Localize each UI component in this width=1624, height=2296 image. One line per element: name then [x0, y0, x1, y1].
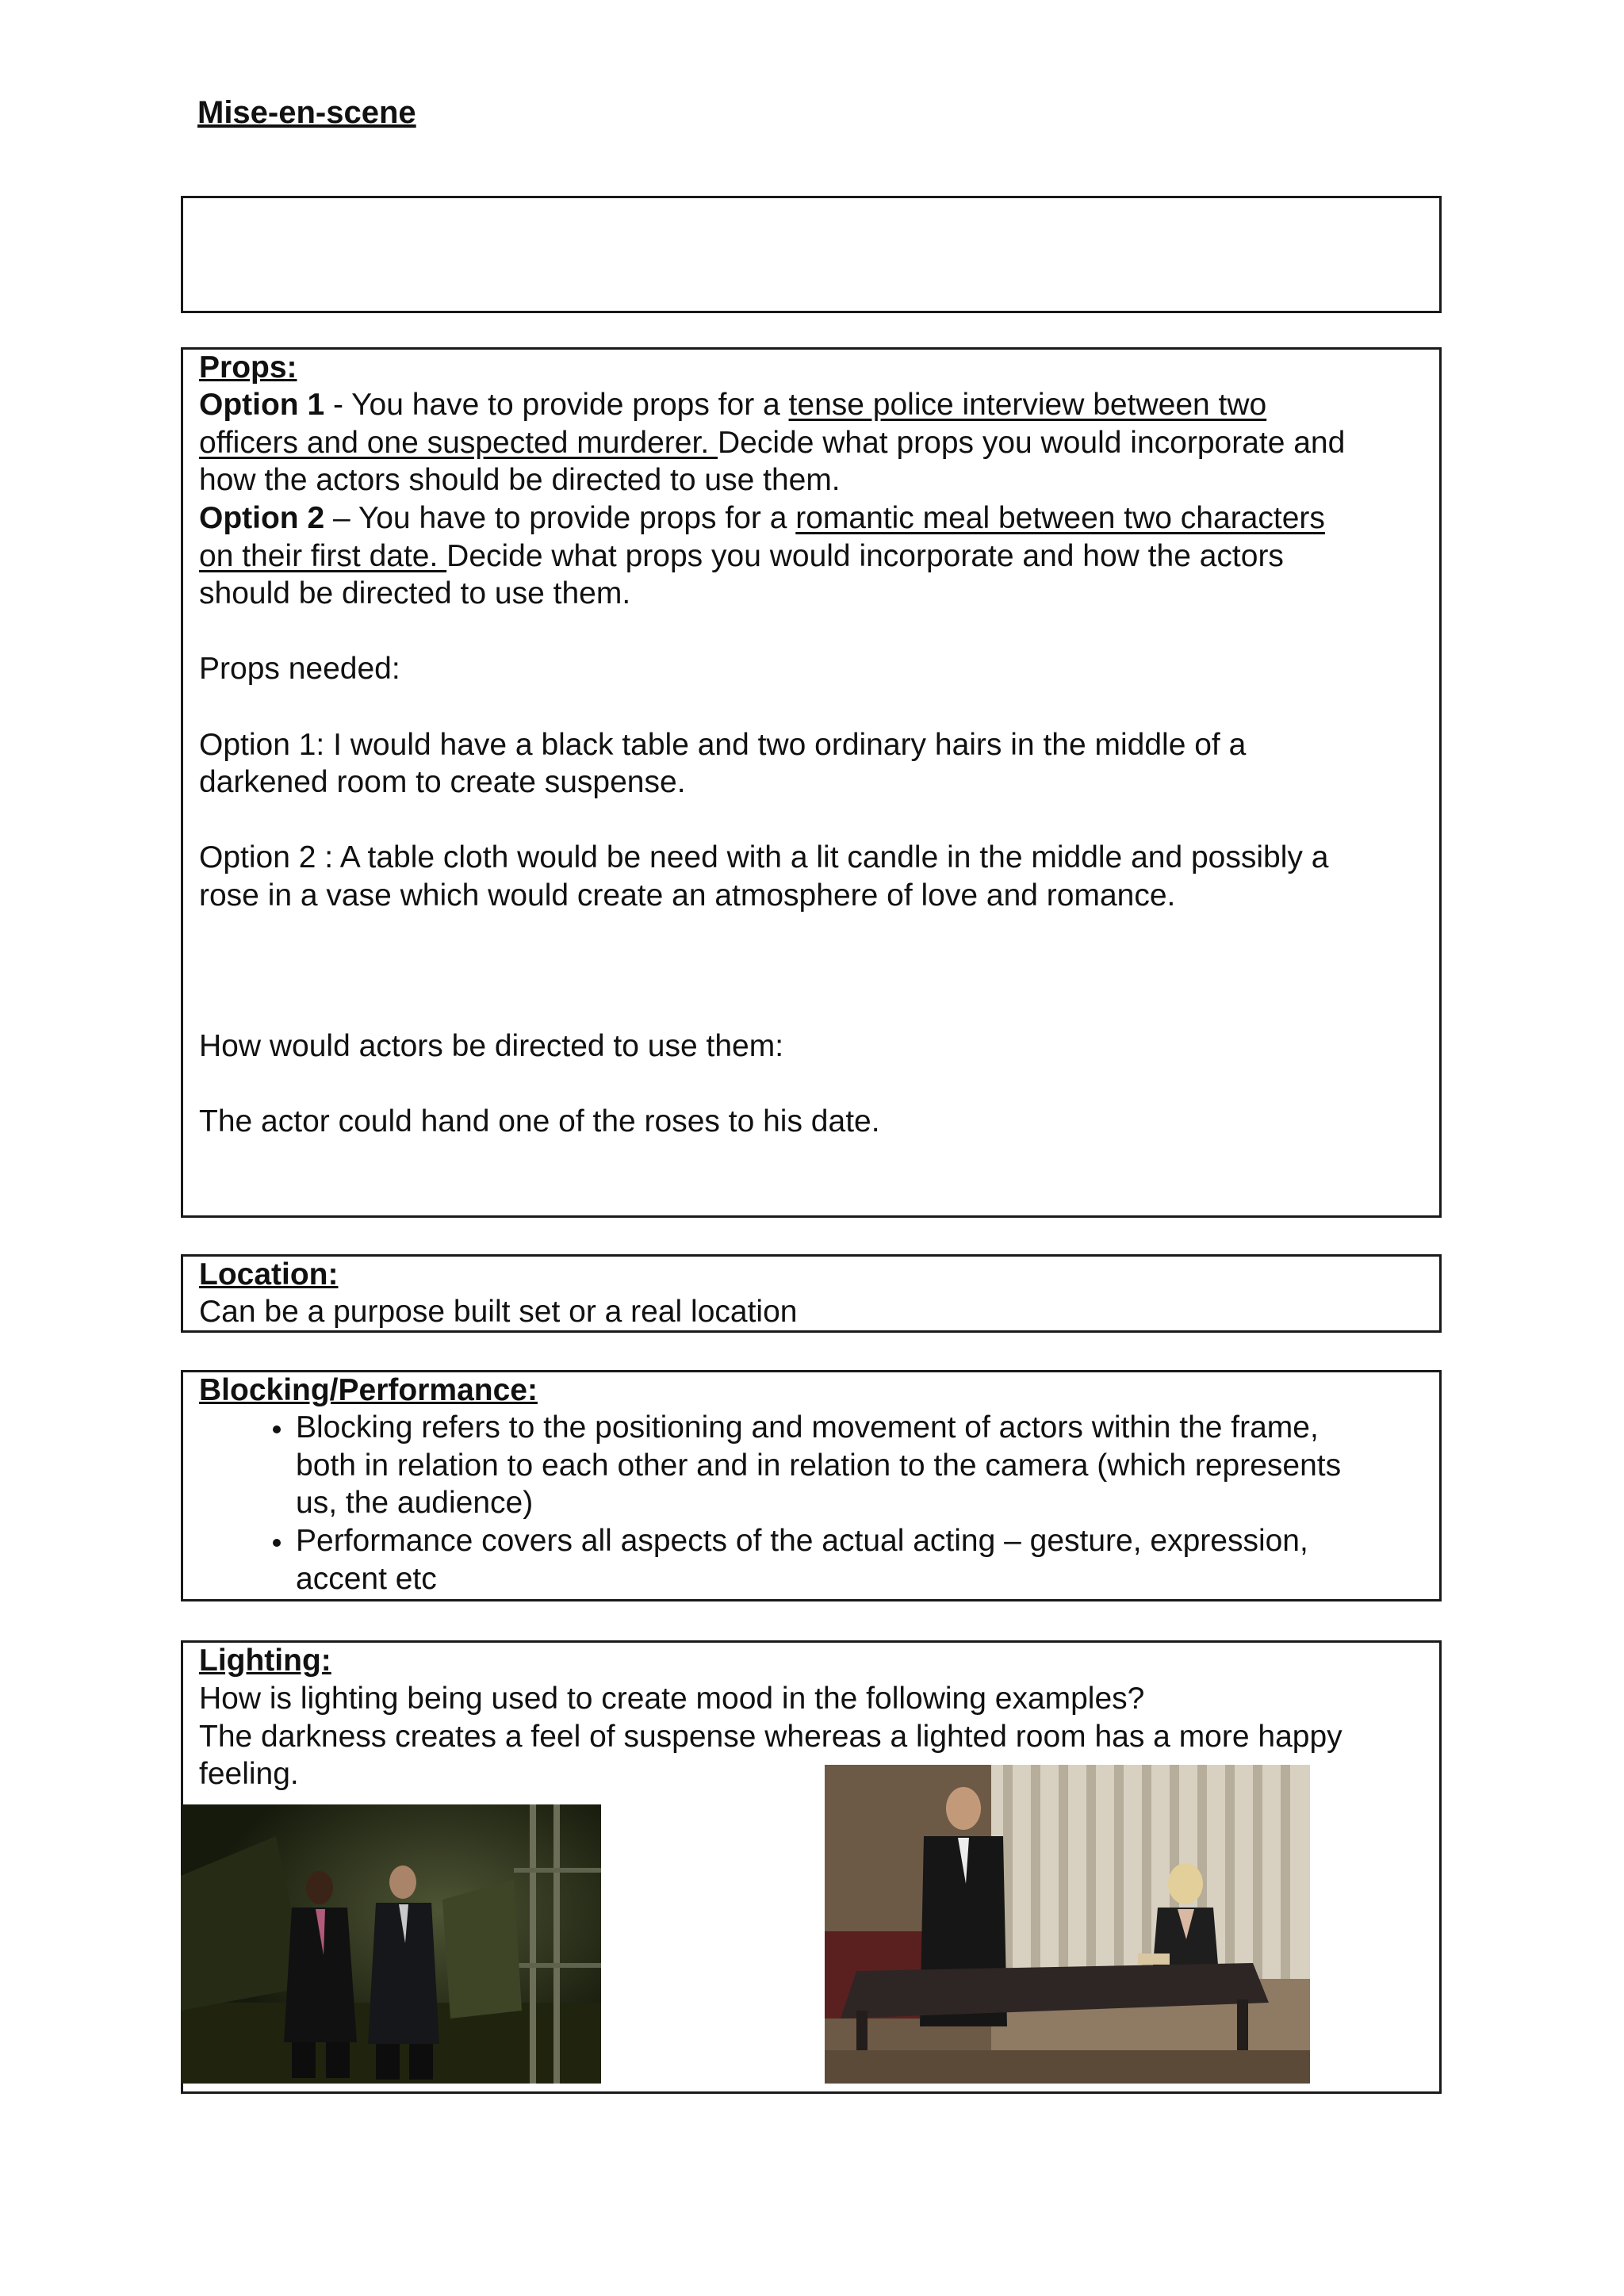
- option1-scenario-part1: tense police interview between two: [788, 388, 1267, 422]
- dark-night-scene-image: [181, 1804, 601, 2084]
- option1-scenario-part2: officers and one suspected murderer.: [199, 426, 718, 460]
- bullet-icon: [273, 1539, 281, 1547]
- answer1-line2: darkened room to create suspense.: [199, 765, 686, 799]
- option1-line3: how the actors should be directed to use them.: [199, 463, 841, 497]
- lit-interview-room-image: [825, 1765, 1310, 2084]
- answer2-line1: Option 2 : A table cloth would be need with a lit candle in the middle and possibly a: [199, 840, 1329, 874]
- option1-label: Option 1: [199, 388, 325, 422]
- location-section: [181, 1254, 1442, 1333]
- lighting-question: How is lighting being used to create mood in the following examples?: [199, 1682, 1145, 1716]
- option2-label: Option 2: [199, 501, 325, 535]
- option1-intro: - You have to provide props for a: [324, 388, 789, 422]
- props-heading: Props:: [199, 350, 297, 385]
- option2-scenario-part2: on their first date.: [199, 539, 447, 573]
- blocking-heading: Blocking/Performance:: [199, 1373, 538, 1407]
- directed-answer: The actor could hand one of the roses to his date.: [199, 1104, 880, 1138]
- option1-instruction: Decide what props you would incorporate and: [718, 426, 1346, 460]
- page-title: Mise-en-scene: [197, 95, 416, 130]
- blocking-bullet2-line2: accent etc: [296, 1562, 437, 1596]
- option2-scenario-part1: romantic meal between two characters: [795, 501, 1325, 535]
- blocking-bullet1-line3: us, the audience): [296, 1486, 534, 1520]
- location-heading: Location:: [199, 1257, 339, 1292]
- empty-answer-box: [181, 196, 1442, 313]
- props-section: [181, 347, 1442, 1218]
- props-needed-label: Props needed:: [199, 652, 400, 686]
- directed-label: How would actors be directed to use them:: [199, 1029, 784, 1063]
- option1-line1: [199, 387, 1266, 423]
- option2-line2: [199, 538, 1284, 575]
- answer2-line2: rose in a vase which would create an atmosphere of love and romance.: [199, 878, 1176, 913]
- option2-instruction: Decide what props you would incorporate and how the actors: [446, 539, 1284, 573]
- location-text: Can be a purpose built set or a real location: [199, 1295, 798, 1329]
- option2-line3: should be directed to use them.: [199, 576, 631, 610]
- lighting-heading: Lighting:: [199, 1644, 331, 1678]
- answer1-line1: Option 1: I would have a black table and two ordinary hairs in the middle of a: [199, 728, 1247, 762]
- lighting-answer-line1: The darkness creates a feel of suspense whereas a lighted room has a more happy: [199, 1720, 1342, 1754]
- bullet-icon: [273, 1425, 281, 1433]
- blocking-bullet1-line2: both in relation to each other and in relation to the camera (which represents: [296, 1448, 1342, 1483]
- blocking-bullet2-line1: Performance covers all aspects of the actual acting – gesture, expression,: [296, 1524, 1308, 1558]
- option2-line1: [199, 500, 1325, 537]
- blocking-section: [181, 1370, 1442, 1601]
- option1-line2: [199, 425, 1345, 461]
- option2-intro: – You have to provide props for a: [324, 501, 796, 535]
- blocking-bullet1-line1: Blocking refers to the positioning and movement of actors within the frame,: [296, 1410, 1319, 1445]
- lighting-answer-line2: feeling.: [199, 1757, 299, 1791]
